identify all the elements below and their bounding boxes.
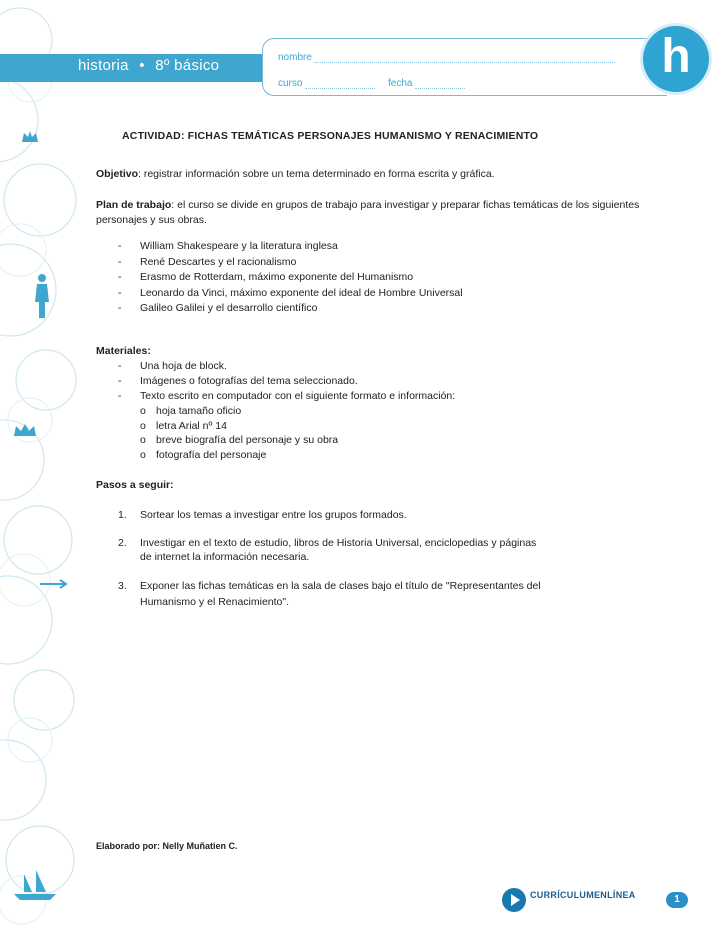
page-number: 1 [666,892,688,908]
step-item: 3. Exponer las fichas temáticas en la sala de clases bajo el título de "Representantes del [118,580,541,592]
list-item: - Erasmo de Rotterdam, máximo exponente del Humanismo [118,271,414,283]
step-item: 1. Sortear los temas a investigar entre los grupos formados. [118,509,407,521]
name-field [278,52,615,63]
activity-title: ACTIVIDAD: FICHAS TEMÁTICAS PERSONAJES HUMANISMO Y RENACIMIENTO [122,130,539,142]
name-label: nombre [278,52,312,63]
subject-logo [643,26,709,92]
date-label: fecha [388,78,413,89]
figure-icon [30,272,54,320]
list-item: o hoja tamaño oficio [140,405,242,417]
objective-text: : registrar información sobre un tema determinado en forma escrita y gráfica. [138,168,495,180]
grade-label: 8º básico [155,57,220,74]
ship-icon [10,868,60,904]
sword-icon [38,578,68,590]
objective-label: Objetivo [96,168,139,180]
materials-heading: Materiales: [96,345,151,357]
list-item: o fotografía del personaje [140,449,267,461]
list-item: - Imágenes o fotografías del tema seleccionado. [118,375,358,387]
plan-text: : el curso se divide en grupos de trabajo para investigar y preparar fichas temáticas de los siguientes personajes y sus obras. [96,199,640,226]
date-field [388,78,465,89]
author-credit: Elaborado por: Nelly Muñatien C. [96,841,238,851]
subject-title [78,57,219,74]
subject-name: historia [78,57,129,74]
list-item: - William Shakespeare y la literatura inglesa [118,240,338,252]
crown-icon [20,128,40,144]
step-item: 2. Investigar en el texto de estudio, libros de Historia Universal, enciclopedias y páginas [118,537,537,549]
decorative-left-strip [0,0,78,929]
play-icon [502,888,526,912]
step-item-continuation: de internet la información necesaria. [140,551,310,563]
brand-logo-icon [502,888,526,912]
list-item: o letra Arial nº 14 [140,420,227,432]
date-line [415,80,465,89]
list-item: - René Descartes y el racionalismo [118,256,297,268]
logo-letter: h [661,30,691,83]
objective-paragraph [96,167,671,182]
brand-name: CURRÍCULUMENLÍNEA [530,890,636,900]
subject-separator: • [139,57,145,74]
step-item-continuation: Humanismo y el Renacimiento". [140,596,290,608]
course-label: curso [278,78,303,89]
list-item: - Una hoja de block. [118,360,227,372]
plan-paragraph [96,198,671,228]
list-item: - Galileo Galilei y el desarrollo científico [118,302,318,314]
course-field [278,78,375,89]
course-line [305,80,375,89]
list-item: o breve biografía del personaje y su obra [140,434,339,446]
list-item: - Leonardo da Vinci, máximo exponente del ideal de Hombre Universal [118,287,463,299]
name-line [315,54,615,63]
plan-label: Plan de trabajo [96,199,172,211]
list-item: - Texto escrito en computador con el siguiente formato e información: [118,390,456,402]
steps-heading: Pasos a seguir: [96,479,174,491]
crown-icon [12,422,38,438]
